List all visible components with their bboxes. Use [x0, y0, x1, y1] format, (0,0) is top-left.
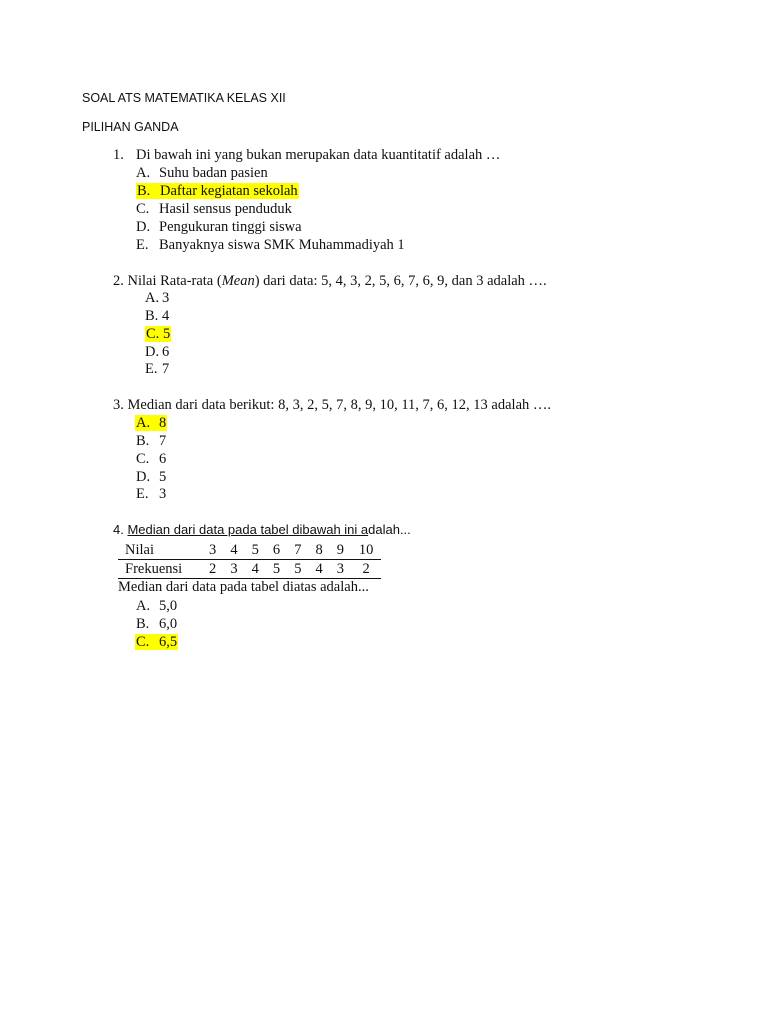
- question-3-number: 3.: [113, 397, 124, 413]
- question-3-option-c: [136, 450, 166, 468]
- question-4-text-underlined: Median dari data pada tabel dibawah ini a: [127, 522, 369, 537]
- table-cell: 3: [202, 541, 223, 560]
- table-cell: 4: [308, 560, 329, 579]
- question-2-text-before: Nilai Rata-rata (: [127, 273, 222, 289]
- table-cell: 5: [287, 560, 308, 579]
- question-3-text: Median dari data berikut: 8, 3, 2, 5, 7, 8, 9, 10, 11, 7, 6, 12, 13 adalah ….: [127, 397, 552, 413]
- option-text: 7: [162, 361, 170, 377]
- question-2-option-b: [145, 307, 169, 325]
- option-letter: B.: [145, 308, 159, 324]
- option-letter: C.: [146, 326, 160, 342]
- section-heading: PILIHAN GANDA: [82, 120, 179, 134]
- option-letter: C.: [136, 201, 150, 217]
- question-4-followup: Median dari data pada tabel diatas adalah...: [118, 579, 369, 595]
- table-row-frekuensi: [118, 560, 381, 579]
- question-2-text-italic: Mean: [221, 273, 255, 289]
- table-cell: 6: [266, 541, 287, 560]
- answer-highlight: [135, 634, 178, 650]
- answer-highlight: [135, 415, 167, 431]
- option-text: 5: [159, 469, 167, 485]
- table-cell: 9: [330, 541, 351, 560]
- question-3-option-d: [136, 468, 166, 486]
- question-2-text-after: ) dari data: 5, 4, 3, 2, 5, 6, 7, 6, 9, dan 3 adalah ….: [254, 273, 547, 289]
- question-1-option-d: [136, 218, 302, 236]
- option-letter: C.: [136, 634, 150, 650]
- question-4-number: 4.: [113, 522, 124, 537]
- option-letter: E.: [136, 237, 149, 253]
- question-1-text: Di bawah ini yang bukan merupakan data kuantitatif adalah …: [136, 147, 501, 163]
- option-text: 6,0: [159, 616, 178, 632]
- question-1-option-c: [136, 200, 292, 218]
- frequency-table: [118, 541, 381, 579]
- option-text: 3: [162, 290, 170, 306]
- table-cell: 2: [202, 560, 223, 579]
- option-letter: B.: [136, 616, 150, 632]
- question-4-option-c: [135, 633, 178, 651]
- option-text: 3: [159, 486, 167, 502]
- table-cell: 3: [223, 560, 244, 579]
- question-4-option-b: [136, 615, 177, 633]
- table-row-label: Frekuensi: [118, 560, 202, 579]
- option-letter: D.: [136, 219, 151, 235]
- question-1-option-b: [136, 182, 299, 200]
- option-text: 5,0: [159, 598, 178, 614]
- question-3-option-b: [136, 432, 166, 450]
- option-letter: B.: [136, 433, 150, 449]
- question-4: [113, 521, 411, 539]
- table-cell: 7: [287, 541, 308, 560]
- question-2-option-c: [145, 325, 171, 343]
- table-cell: 5: [245, 541, 266, 560]
- option-text: 5: [163, 326, 171, 342]
- option-letter: E.: [145, 361, 158, 377]
- option-text: 6,5: [159, 634, 178, 650]
- question-2: [113, 272, 547, 290]
- table-cell: 4: [223, 541, 244, 560]
- question-2-option-a: [145, 289, 169, 307]
- option-text: 4: [162, 308, 170, 324]
- option-text: Suhu badan pasien: [159, 165, 268, 181]
- table-row-label: Nilai: [118, 541, 202, 560]
- option-text: 6: [159, 451, 167, 467]
- question-1-option-a: [136, 164, 268, 182]
- option-text: 6: [162, 344, 170, 360]
- table-cell: 10: [351, 541, 381, 560]
- option-letter: A.: [145, 290, 160, 306]
- option-text: Hasil sensus penduduk: [159, 201, 292, 217]
- question-3: [113, 396, 551, 414]
- option-letter: C.: [136, 451, 150, 467]
- table-cell: 3: [330, 560, 351, 579]
- question-2-option-e: [145, 360, 169, 378]
- table-cell: 2: [351, 560, 381, 579]
- option-letter: E.: [136, 486, 149, 502]
- table-cell: 5: [266, 560, 287, 579]
- answer-highlight: [145, 326, 171, 342]
- answer-highlight: [136, 183, 299, 199]
- option-letter: A.: [136, 165, 151, 181]
- option-letter: A.: [136, 415, 151, 431]
- option-text: Banyaknya siswa SMK Muhammadiyah 1: [159, 237, 405, 253]
- option-letter: A.: [136, 598, 151, 614]
- table-row-nilai: [118, 541, 381, 560]
- question-1-option-e: [136, 236, 405, 254]
- table-cell: 4: [245, 560, 266, 579]
- option-text: Daftar kegiatan sekolah: [160, 183, 298, 199]
- option-letter: D.: [145, 344, 160, 360]
- question-1-number: 1.: [113, 147, 124, 163]
- question-2-number: 2.: [113, 273, 124, 289]
- option-letter: B.: [137, 183, 151, 199]
- question-4-text-rest: dalah...: [368, 522, 411, 537]
- question-3-option-e: [136, 485, 166, 503]
- table-cell: 8: [308, 541, 329, 560]
- option-letter: D.: [136, 469, 151, 485]
- question-3-option-a: [135, 414, 167, 432]
- document-title: SOAL ATS MATEMATIKA KELAS XII: [82, 91, 286, 105]
- option-text: 7: [159, 433, 167, 449]
- question-4-option-a: [136, 597, 177, 615]
- option-text: Pengukuran tinggi siswa: [159, 219, 302, 235]
- question-2-option-d: [145, 343, 169, 361]
- question-1: [113, 146, 500, 164]
- option-text: 8: [159, 415, 167, 431]
